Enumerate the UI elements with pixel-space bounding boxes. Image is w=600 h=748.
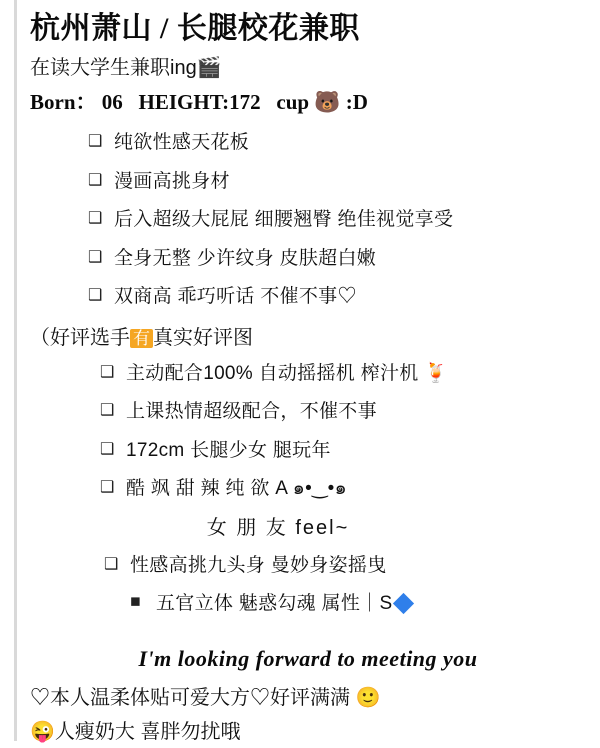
checkbox-icon: ❑ — [88, 210, 103, 227]
list-item-label: 172cm 长腿少女 腿玩年 — [126, 439, 331, 461]
list-item-label: 性感高挑九头身 曼妙身姿摇曳 — [130, 554, 387, 576]
list-item — [88, 278, 586, 317]
footer-line-1: ♡本人温柔体贴可爱大方♡好评满满 🙂 — [30, 686, 381, 709]
bullet-list-tail — [30, 547, 586, 624]
checkbox-icon: ❑ — [100, 479, 115, 496]
bullet-list-bottom — [30, 355, 586, 509]
list-item-label: 后入超级大屁屁 细腰翘臀 绝佳视觉享受 — [114, 209, 454, 230]
list-item-label — [156, 590, 586, 619]
list-item — [100, 470, 586, 509]
list-item-label: 主动配合100% 自动摇摇机 榨汁机 🍹 — [126, 362, 449, 384]
born-value: 06 — [101, 89, 123, 114]
review-prefix: （好评选手 — [30, 326, 130, 349]
list-item — [100, 432, 586, 471]
checkbox-icon: ❑ — [88, 287, 103, 304]
stats-line — [30, 87, 586, 119]
checkbox-icon: ❑ — [88, 248, 103, 266]
cup-value: 🐻 :D — [314, 89, 368, 114]
page-title: 杭州萧山 / 长腿校花兼职 — [30, 12, 360, 45]
list-item — [100, 355, 586, 394]
checkbox-icon: ❑ — [88, 171, 103, 189]
list-item — [88, 124, 586, 163]
list-item-label: 上课热情超级配合，不催不事 — [126, 401, 377, 422]
list-item-label: 全身无整 少许纹身 皮肤超白嫩 — [114, 247, 377, 269]
checkbox-icon: ❑ — [104, 555, 119, 573]
blue-diamond-icon — [393, 593, 414, 614]
subtitle: 在读大学生兼职ing🎬 — [30, 56, 222, 79]
list-item-text: 五官立体 魅惑勾魂 属性｜S — [156, 593, 393, 614]
left-margin-rule — [14, 0, 17, 741]
checkbox-icon: ❑ — [100, 440, 115, 458]
checkbox-icon: ❑ — [100, 402, 115, 419]
height-label: HEIGHT: — [138, 89, 230, 114]
height-value: 172 — [229, 89, 261, 114]
born-label: Born： — [30, 89, 97, 114]
list-item — [104, 547, 586, 586]
review-line — [30, 323, 586, 353]
checkbox-icon: ❑ — [100, 363, 115, 381]
list-item — [130, 585, 586, 624]
list-item — [88, 201, 586, 240]
list-item-label: 纯欲性感天花板 — [114, 132, 250, 153]
review-highlight-badge: 有 — [130, 329, 153, 348]
filled-square-icon: ◼ — [130, 593, 141, 608]
cup-label: cup — [276, 89, 310, 114]
review-suffix: 真实好评图 — [153, 326, 253, 349]
checkbox-icon: ❑ — [88, 133, 103, 150]
list-item — [88, 240, 586, 279]
footer-line-2: 😜人瘦奶大 喜胖勿扰哦 — [30, 720, 241, 743]
center-tag-line: 女 朋 友 feel~ — [206, 516, 350, 539]
list-item — [100, 393, 586, 432]
tagline: I'm looking forward to meeting you — [138, 645, 478, 671]
list-item-label: 漫画高挑身材 — [114, 170, 230, 192]
list-item-label: 酷 飒 甜 辣 纯 欲 A ๑•‿•๑ — [126, 478, 347, 499]
list-item-label: 双商高 乖巧听话 不催不事♡ — [114, 286, 357, 307]
list-item — [88, 163, 586, 202]
bullet-list-top — [30, 124, 586, 317]
